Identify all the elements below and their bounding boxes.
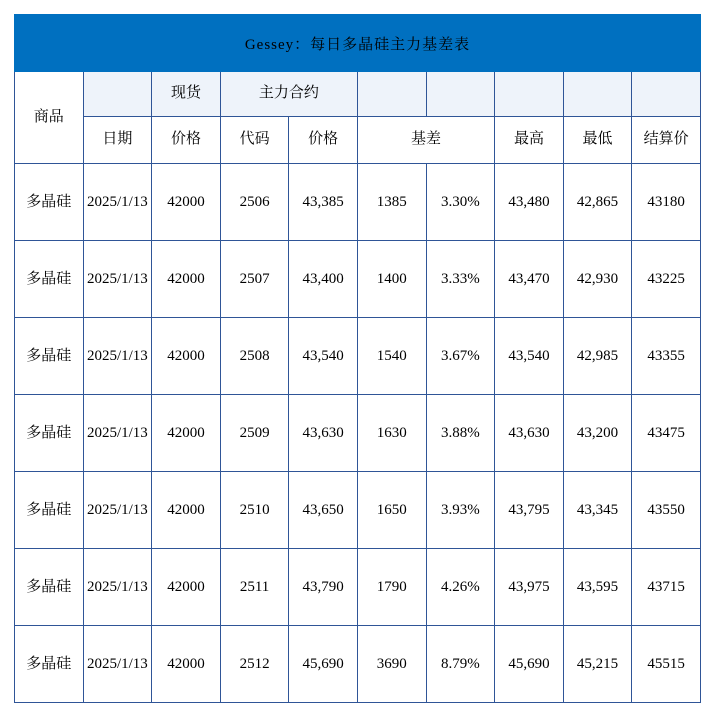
column-header-group-blank-4 — [495, 72, 564, 117]
cell-high: 43,975 — [495, 549, 564, 626]
cell-spot-price: 42000 — [152, 318, 221, 395]
cell-spot-price: 42000 — [152, 549, 221, 626]
column-header-group-spot: 现货 — [152, 72, 221, 117]
cell-date: 2025/1/13 — [83, 472, 152, 549]
cell-date: 2025/1/13 — [83, 241, 152, 318]
page-title: Gessey：每日多晶硅主力基差表 — [15, 15, 701, 72]
cell-settle: 43225 — [632, 241, 701, 318]
column-header-group-blank-6 — [632, 72, 701, 117]
cell-code: 2512 — [220, 626, 289, 703]
cell-basis-pct: 3.30% — [426, 164, 495, 241]
cell-code: 2508 — [220, 318, 289, 395]
cell-goods: 多晶硅 — [15, 626, 84, 703]
cell-basis-value: 1630 — [357, 395, 426, 472]
cell-goods: 多晶硅 — [15, 549, 84, 626]
column-header-basis: 基差 — [357, 117, 494, 164]
cell-basis-value: 1540 — [357, 318, 426, 395]
cell-date: 2025/1/13 — [83, 164, 152, 241]
cell-basis-pct: 3.67% — [426, 318, 495, 395]
cell-goods: 多晶硅 — [15, 164, 84, 241]
cell-settle: 43475 — [632, 395, 701, 472]
column-header-group-blank — [83, 72, 152, 117]
cell-date: 2025/1/13 — [83, 318, 152, 395]
column-header-group-blank-5 — [563, 72, 632, 117]
cell-contract-price: 43,385 — [289, 164, 358, 241]
column-header-date: 日期 — [83, 117, 152, 164]
cell-basis-pct: 3.93% — [426, 472, 495, 549]
table-header-group-row — [15, 72, 701, 117]
cell-spot-price: 42000 — [152, 241, 221, 318]
column-header-high: 最高 — [495, 117, 564, 164]
cell-basis-pct: 4.26% — [426, 549, 495, 626]
table-row — [15, 395, 701, 472]
column-header-group-blank-2 — [357, 72, 426, 117]
cell-low: 42,985 — [563, 318, 632, 395]
column-header-settle: 结算价 — [632, 117, 701, 164]
cell-high: 43,795 — [495, 472, 564, 549]
polysilicon-basis-table — [14, 14, 701, 703]
cell-low: 43,595 — [563, 549, 632, 626]
cell-date: 2025/1/13 — [83, 395, 152, 472]
cell-low: 43,200 — [563, 395, 632, 472]
cell-date: 2025/1/13 — [83, 549, 152, 626]
table-row — [15, 626, 701, 703]
column-header-group-blank-3 — [426, 72, 495, 117]
table-title-row — [15, 15, 701, 72]
cell-high: 43,540 — [495, 318, 564, 395]
cell-high: 43,470 — [495, 241, 564, 318]
cell-settle: 45515 — [632, 626, 701, 703]
cell-spot-price: 42000 — [152, 472, 221, 549]
cell-low: 45,215 — [563, 626, 632, 703]
cell-basis-pct: 8.79% — [426, 626, 495, 703]
cell-basis-value: 1650 — [357, 472, 426, 549]
column-header-group-main-contract: 主力合约 — [220, 72, 357, 117]
cell-code: 2511 — [220, 549, 289, 626]
cell-basis-value: 1790 — [357, 549, 426, 626]
cell-date: 2025/1/13 — [83, 626, 152, 703]
column-header-code: 代码 — [220, 117, 289, 164]
cell-basis-value: 1400 — [357, 241, 426, 318]
cell-contract-price: 45,690 — [289, 626, 358, 703]
cell-settle: 43355 — [632, 318, 701, 395]
cell-settle: 43715 — [632, 549, 701, 626]
cell-contract-price: 43,540 — [289, 318, 358, 395]
cell-low: 42,865 — [563, 164, 632, 241]
cell-code: 2510 — [220, 472, 289, 549]
cell-high: 43,480 — [495, 164, 564, 241]
cell-goods: 多晶硅 — [15, 472, 84, 549]
table-row — [15, 164, 701, 241]
cell-settle: 43180 — [632, 164, 701, 241]
column-header-low: 最低 — [563, 117, 632, 164]
cell-basis-value: 1385 — [357, 164, 426, 241]
cell-high: 45,690 — [495, 626, 564, 703]
cell-goods: 多晶硅 — [15, 395, 84, 472]
cell-low: 42,930 — [563, 241, 632, 318]
cell-goods: 多晶硅 — [15, 241, 84, 318]
column-header-spot-price: 价格 — [152, 117, 221, 164]
cell-basis-pct: 3.88% — [426, 395, 495, 472]
table-row — [15, 472, 701, 549]
cell-basis-pct: 3.33% — [426, 241, 495, 318]
column-header-goods: 商品 — [15, 72, 84, 164]
table-header-sub-row — [15, 117, 701, 164]
cell-spot-price: 42000 — [152, 395, 221, 472]
cell-low: 43,345 — [563, 472, 632, 549]
table-row — [15, 318, 701, 395]
cell-code: 2507 — [220, 241, 289, 318]
cell-settle: 43550 — [632, 472, 701, 549]
column-header-contract-price: 价格 — [289, 117, 358, 164]
table-row — [15, 241, 701, 318]
cell-spot-price: 42000 — [152, 626, 221, 703]
cell-contract-price: 43,650 — [289, 472, 358, 549]
cell-high: 43,630 — [495, 395, 564, 472]
cell-goods: 多晶硅 — [15, 318, 84, 395]
cell-basis-value: 3690 — [357, 626, 426, 703]
cell-contract-price: 43,400 — [289, 241, 358, 318]
cell-contract-price: 43,630 — [289, 395, 358, 472]
cell-spot-price: 42000 — [152, 164, 221, 241]
table-row — [15, 549, 701, 626]
cell-code: 2506 — [220, 164, 289, 241]
cell-contract-price: 43,790 — [289, 549, 358, 626]
cell-code: 2509 — [220, 395, 289, 472]
